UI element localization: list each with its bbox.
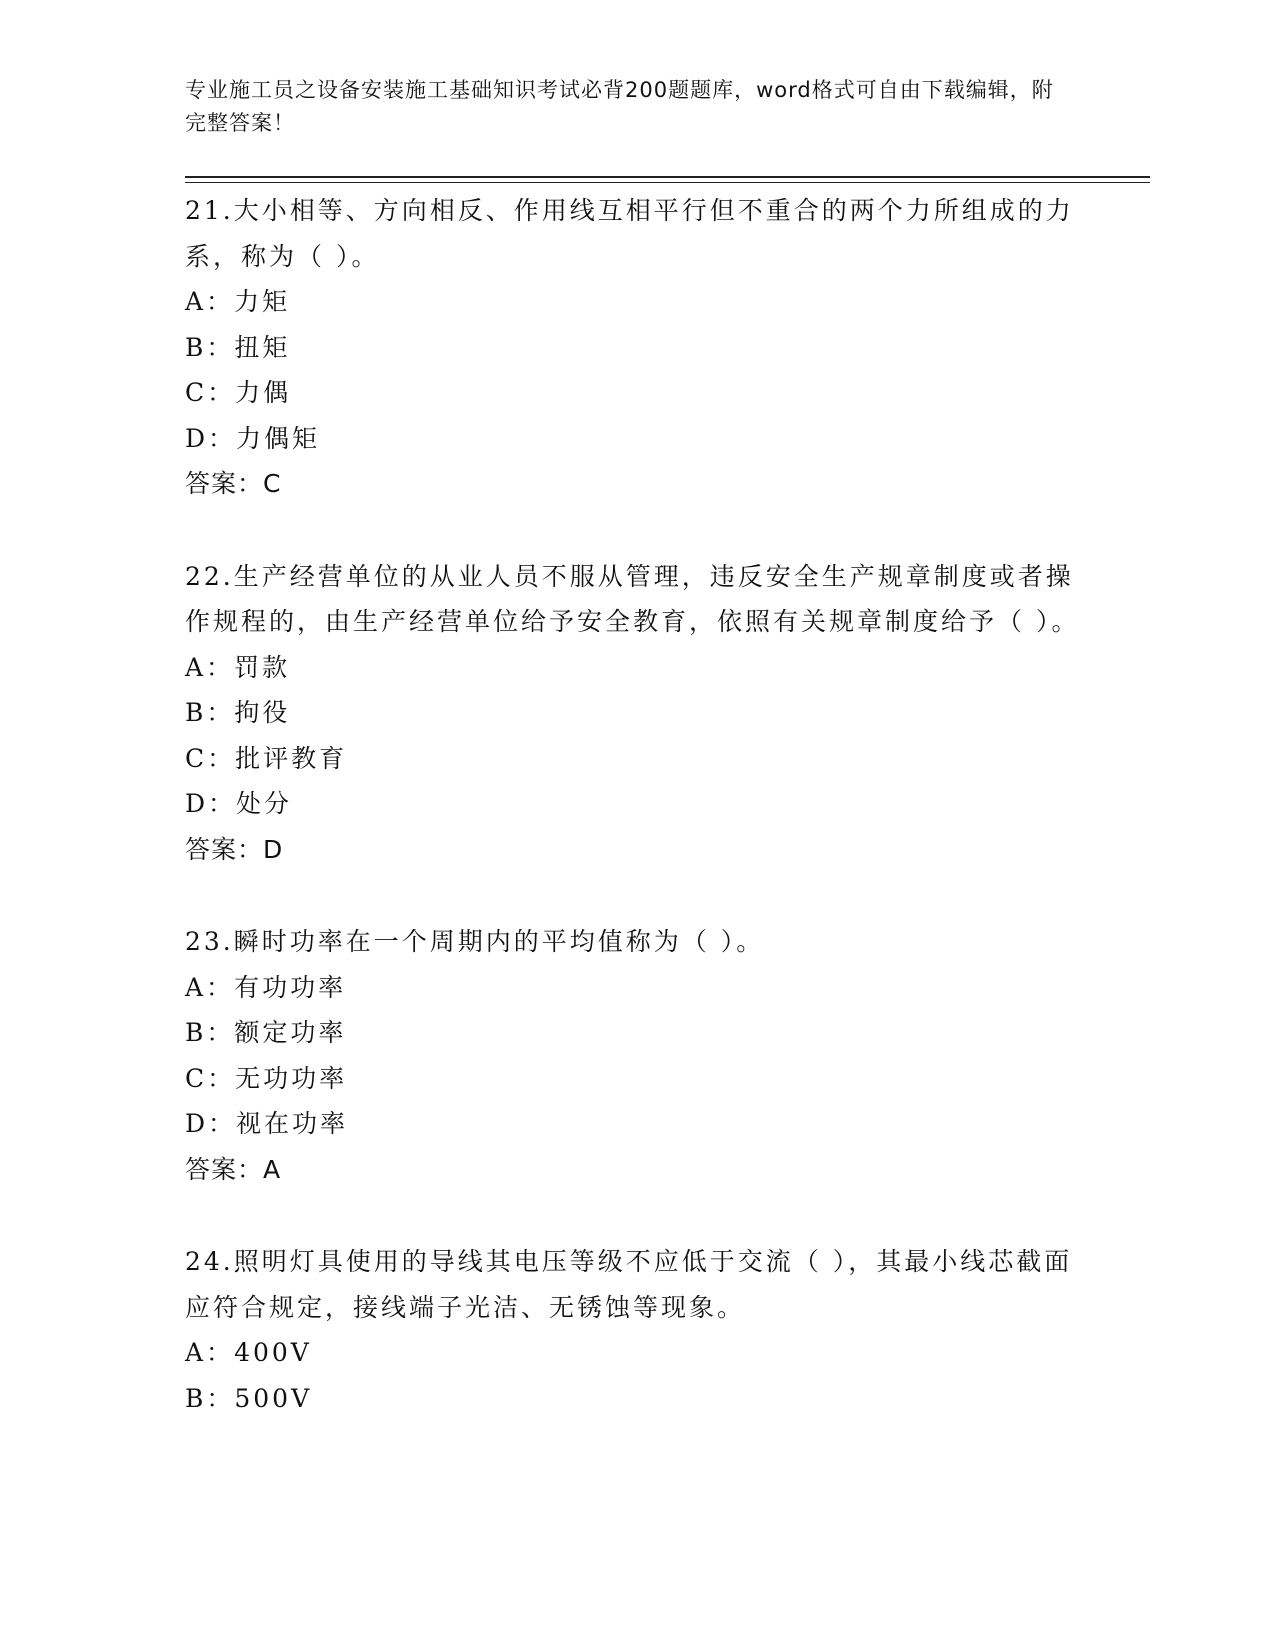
option-text: 力矩 (234, 287, 291, 316)
option-text: 额定功率 (234, 1018, 347, 1047)
header-divider-thin (185, 182, 1150, 183)
option-text: 处分 (236, 789, 293, 818)
option-key: D： (185, 1109, 237, 1138)
option-key: C： (185, 378, 236, 407)
option-text: 力偶矩 (236, 423, 321, 453)
option-key: A： (185, 287, 235, 316)
header-divider-thick (185, 176, 1150, 178)
question-23 (185, 919, 1085, 1192)
answer-line: 答案：C (185, 469, 282, 498)
option-key: D： (185, 423, 237, 453)
option-d (185, 416, 1085, 462)
option-key: A： (185, 652, 235, 682)
question-list (185, 188, 1085, 1468)
option-text: 扭矩 (234, 332, 291, 362)
option-text: 500V (234, 1383, 313, 1413)
option-b (185, 1376, 1085, 1422)
question-22 (185, 554, 1085, 873)
question-stem: 23.瞬时功率在一个周期内的平均值称为（ ）。 (185, 927, 765, 956)
option-d (185, 1101, 1085, 1147)
option-key: D： (185, 789, 237, 818)
option-c (185, 1056, 1085, 1102)
option-text: 拘役 (234, 698, 291, 727)
option-key: A： (185, 1338, 235, 1367)
option-key: B： (185, 1018, 235, 1047)
option-a (185, 1330, 1085, 1376)
option-d (185, 781, 1085, 827)
option-text: 力偶 (235, 378, 292, 407)
option-c (185, 736, 1085, 782)
option-b (185, 1010, 1085, 1056)
question-stem: 24.照明灯具使用的导线其电压等级不应低于交流（ ），其最小线芯截面应符合规定，接线端子光洁、无锈蚀等现象。 (185, 1247, 1073, 1322)
option-key: C： (185, 1063, 236, 1093)
option-b (185, 690, 1085, 736)
document-header: 专业施工员之设备安装施工基础知识考试必背200题题库，word格式可自由下载编辑，附完整答案！ (185, 78, 1054, 135)
option-text: 罚款 (234, 652, 291, 682)
option-a (185, 965, 1085, 1011)
option-key: C： (185, 743, 236, 773)
option-a (185, 279, 1085, 325)
option-b (185, 325, 1085, 371)
option-text: 批评教育 (235, 743, 348, 773)
option-text: 视在功率 (236, 1109, 349, 1138)
option-key: B： (185, 1383, 235, 1413)
option-text: 400V (234, 1338, 312, 1367)
option-text: 无功功率 (235, 1063, 348, 1093)
answer-line: 答案：A (185, 1154, 282, 1184)
question-stem: 22.生产经营单位的从业人员不服从管理，违反安全生产规章制度或者操作规程的，由生产经营单位给予安全教育，依照有关规章制度给予（ ）。 (185, 561, 1080, 636)
option-key: B： (185, 332, 235, 362)
option-a (185, 645, 1085, 691)
question-24 (185, 1239, 1085, 1421)
option-c (185, 370, 1085, 416)
question-21 (185, 188, 1085, 507)
option-key: B： (185, 698, 235, 727)
option-key: A： (185, 972, 235, 1002)
question-stem: 21.大小相等、方向相反、作用线互相平行但不重合的两个力所组成的力系，称为（ ）。 (185, 196, 1074, 271)
option-text: 有功功率 (234, 972, 347, 1002)
answer-line: 答案：D (185, 834, 284, 864)
